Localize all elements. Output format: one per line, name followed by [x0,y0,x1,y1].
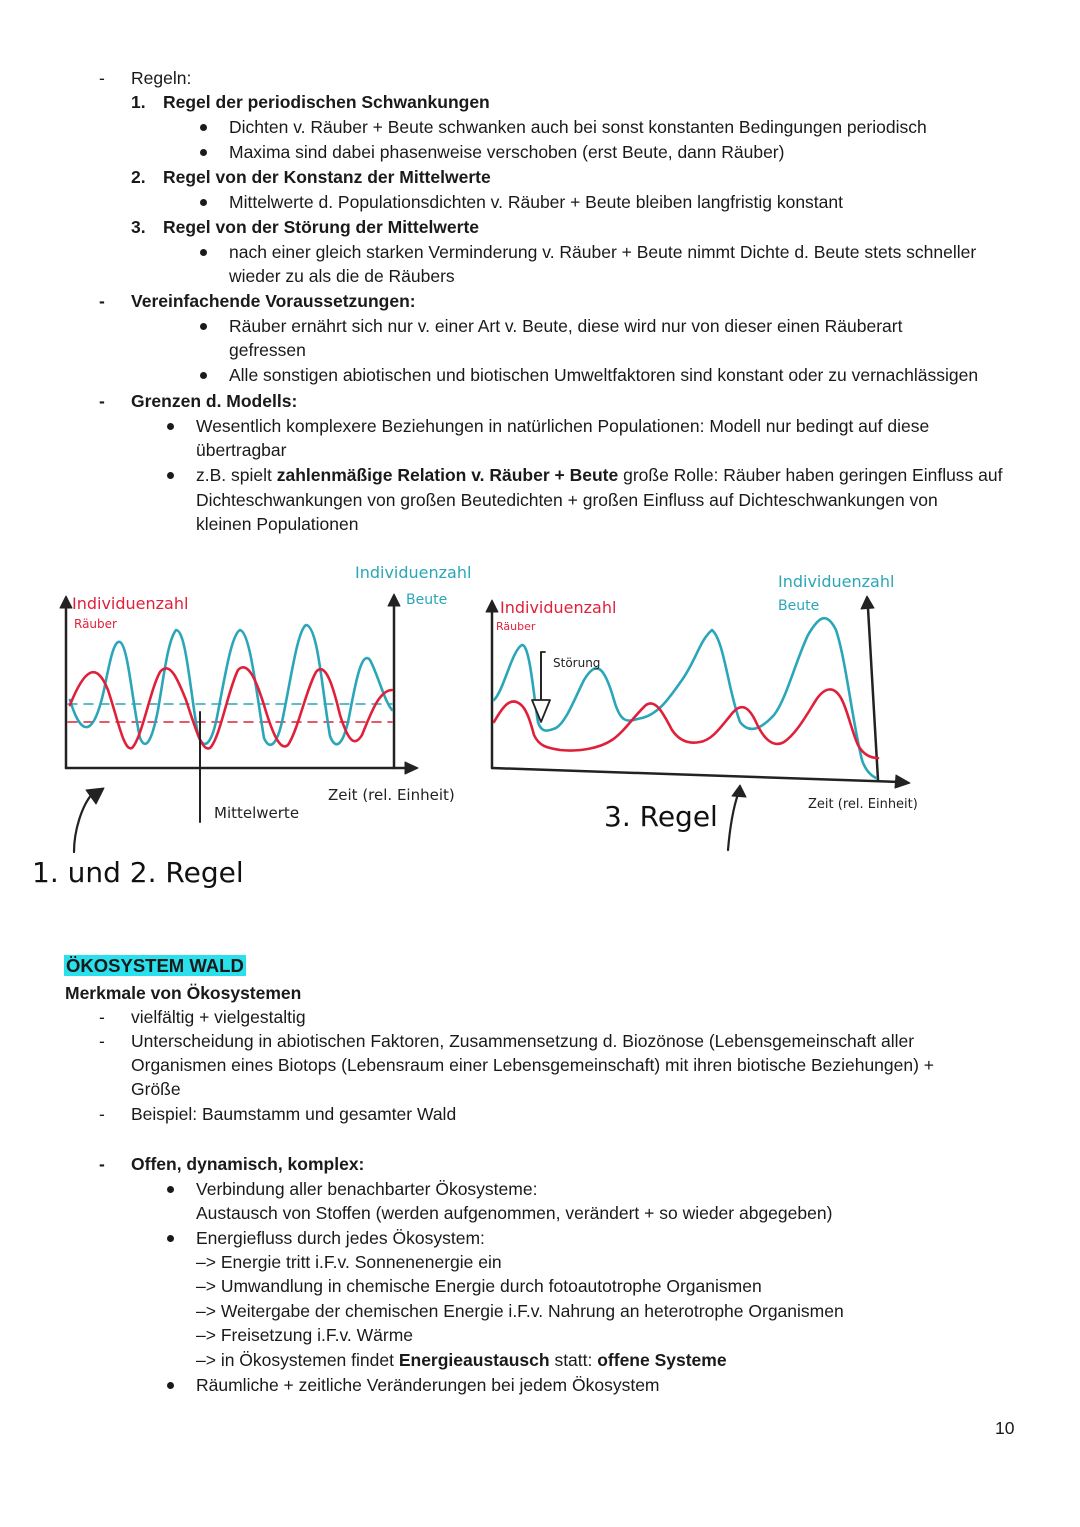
forest-heading-text: ÖKOSYSTEM WALD [66,955,244,976]
forest-open-2: Energiefluss durch jedes Ökosystem: [196,1228,485,1248]
forest-subheading: Merkmale von Ökosystemen [65,983,302,1003]
diagram2-disturbance-arrowhead [532,700,550,722]
forest-open-title: - Offen, dynamisch, komplex: [131,1152,364,1176]
diagram2-y-left-sub: Räuber [496,620,536,633]
diagram2-y-left-label: Individuenzahl [500,598,617,617]
rule3-title: Regel von der Störung der Mittelwerte [163,217,480,237]
assumptions-bullet2: Alle sonstigen abiotischen und biotischen Umweltfaktoren sind konstant oder zu vernachlässigen [229,365,979,385]
rule2-bullet1: Mittelwerte d. Populationsdichten v. Räuber + Beute bleiben langfristig konstant [229,192,843,212]
rule1-bullet2: Maxima sind dabei phasenweise verschoben (erst Beute, dann Räuber) [229,142,785,162]
forest-open-1a: Verbindung aller benachbarter Ökosysteme: [196,1179,538,1199]
diagram2-y-axis-right [868,608,878,780]
rule3-bullet1a: nach einer gleich starken Verminderung v. Räuber + Beute nimmt Dichte d. Beute stets schneller [229,242,977,262]
diagram2-predator-curve [494,689,878,758]
bullet [167,1382,174,1389]
limits-bullet1b: übertragbar [196,440,287,460]
forest-open-2-2: –> Umwandlung in chemische Energie durch fotoautotrophe Organismen [196,1276,762,1296]
diagram2-x-axis [492,768,900,782]
forest-open-3: Räumliche + zeitliche Veränderungen bei jedem Ökosystem [196,1375,660,1395]
rule1-title: Regel der periodischen Schwankungen [163,92,490,112]
forest-open-2-3: –> Weitergabe der chemischen Energie i.F.v. Nahrung an heterotrophe Organismen [196,1301,844,1321]
diagram1-y-left-label: Individuenzahl [72,594,189,613]
forest-line1: - vielfältig + vielgestaltig [131,1005,306,1029]
diagram2-y-arrow-left [486,600,498,612]
diagram2-y-right-label: Individuenzahl [778,572,895,591]
assumptions-title: - Vereinfachende Voraussetzungen: [131,289,416,313]
diagram1-mean-label: Mittelwerte [214,804,300,822]
forest-open-2-4: –> Freisetzung i.F.v. Wärme [196,1325,414,1345]
diagram2-arrow-head [732,785,746,797]
forest-line2c: Größe [131,1079,181,1099]
forest-open-1b: Austausch von Stoffen (werden aufgenommen, verändert + so wieder abgegeben) [196,1203,833,1223]
rule2-title: Regel von der Konstanz der Mittelwerte [163,167,491,187]
limits-bullet2c: kleinen Populationen [196,514,359,534]
diagram2-y-right-sub: Beute [778,598,820,614]
limits-bullet2b: Dichteschwankungen von großen Beutedichten + großen Einfluss auf Dichteschwankungen von [196,490,938,510]
limits-bullet2a: z.B. spielt zahlenmäßige Relation v. Räuber + Beute große Rolle: Räuber haben geringen Einfluss auf [196,465,1003,485]
forest-line3: - Beispiel: Baumstamm und gesamter Wald [131,1102,456,1126]
assumptions-bullet1b: gefressen [229,340,306,360]
bullet [167,1186,174,1193]
page-number: 10 [995,1418,1015,1438]
diagram1-y-right-sub: Beute [406,592,448,608]
rule2-number: 2. [131,167,146,187]
rule1-number: 1. [131,92,146,112]
forest-line2b: Organismen eines Biotops (Lebensraum einer Lebensgemeinschaft) mit ihren biotische Beziehungen) + [131,1055,935,1075]
limits-title: - Grenzen d. Modells: [131,389,297,413]
diagram2-y-arrow-right [861,596,874,609]
rule1-bullet1: Dichten v. Räuber + Beute schwanken auch bei sonst konstanten Bedingungen periodisch [229,117,927,137]
diagram2-caption: 3. Regel [604,800,718,833]
limits-bullet1a: Wesentlich komplexere Beziehungen in natürlichen Populationen: Modell nur bedingt auf diese [196,416,930,436]
forest-line2a: - Unterscheidung in abiotischen Faktoren, Zusammensetzung d. Biozönose (Lebensgemeinschaft aller [131,1029,914,1053]
bullet [167,1235,174,1242]
forest-open-2-1: –> Energie tritt i.F.v. Sonnenenergie ein [196,1252,502,1272]
diagram2-x-arrow [895,775,910,788]
forest-open-2-5: –> in Ökosystemen findet Energieaustausch statt: offene Systeme [196,1350,727,1370]
diagram1-y-right-label: Individuenzahl [355,563,472,582]
rules-heading: - Regeln: [131,66,191,90]
diagram1-x-label: Zeit (rel. Einheit) [328,786,455,804]
diagram2-x-label: Zeit (rel. Einheit) [808,797,918,812]
diagram1-caption: 1. und 2. Regel [32,856,244,889]
rule3-bullet1b: wieder zu als die de Räubers [229,266,455,286]
rule3-number: 3. [131,217,146,237]
forest-heading [64,954,246,978]
diagram1-y-left-sub: Räuber [74,617,117,631]
assumptions-bullet1a: Räuber ernährt sich nur v. einer Art v. Beute, diese wird nur von dieser einen Räuberart [229,316,903,336]
diagram2-arrow-line [728,794,738,850]
diagram2-disturbance-label: Störung [553,656,601,670]
